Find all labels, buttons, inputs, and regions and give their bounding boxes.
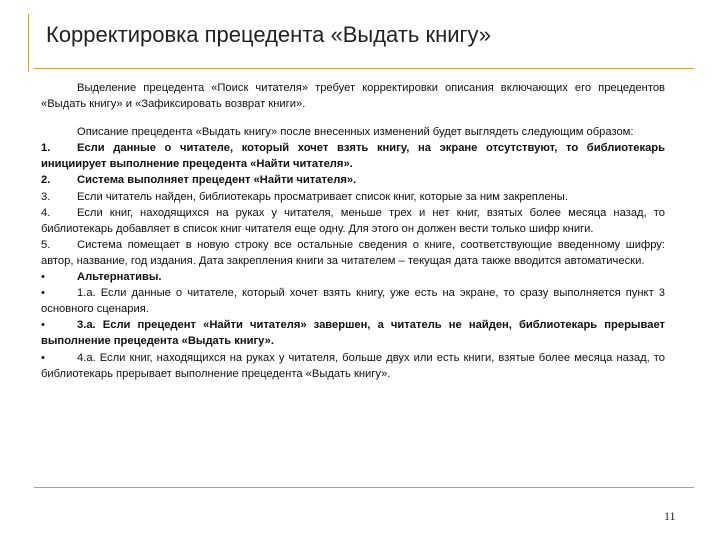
slide-title: Корректировка прецедента «Выдать книгу»	[46, 22, 492, 47]
description-paragraph: Описание прецедента «Выдать книгу» после внесенных изменений будет выглядеть следующим образом:	[77, 126, 634, 139]
step-marker: 3.	[41, 190, 51, 203]
step-text: Если данные о читателе, который хочет взять книгу, на экране отсутствуют, то библиотекарь инициирует выполнение прецедента «Найти читателя».	[41, 142, 665, 171]
bullet-marker: •	[41, 319, 45, 332]
step-marker: 4.	[41, 206, 51, 219]
step-item-1	[41, 140, 665, 172]
step-text: Система помещает в новую строку все остальные сведения о книге, соответствующие введенному шифру: автор, название, год издания. Дата закрепления книги за читателем – текущая дата также вводится автоматически.	[41, 238, 665, 267]
step-text: Система выполняет прецедент «Найти читателя».	[77, 174, 357, 187]
step-marker: 1.	[41, 142, 51, 155]
alt-item-3a	[41, 317, 665, 349]
title-divider	[34, 68, 694, 69]
bullet-marker: •	[41, 351, 45, 364]
page-number: 11	[664, 509, 676, 523]
footer-divider	[34, 487, 694, 488]
alt-text: 1.а. Если данные о читателе, который хочет взять книгу, уже есть на экране, то сразу выполняется пункт 3 основного сценария.	[41, 287, 665, 316]
alt-item-1a	[41, 285, 665, 317]
step-text: Если читатель найден, библиотекарь просматривает список книг, которые за ним закреплены.	[77, 190, 568, 203]
step-marker: 2.	[41, 174, 51, 187]
intro-paragraph: Выделение прецедента «Поиск читателя» требует корректировки описания включающих его прецедентов «Выдать книгу» и «Зафиксировать возврат книги».	[41, 82, 665, 111]
bullet-marker: •	[41, 287, 45, 300]
slide-body	[41, 80, 665, 382]
alt-text: 4.а. Если книг, находящихся на руках у читателя, больше двух или есть книги, взятые более месяца назад, то библиотекарь прерывает выполнение прецедента «Выдать книгу».	[41, 351, 665, 380]
alt-text: 3.а. Если прецедент «Найти читателя» завершен, а читатель не найден, библиотекарь прерывает выполнение прецедента «Выдать книгу».	[41, 319, 665, 348]
alt-item-4a	[41, 350, 665, 382]
alternatives-heading	[41, 269, 665, 285]
alternatives-label: Альтернативы.	[77, 271, 162, 284]
step-item-2	[41, 172, 665, 188]
step-marker: 5.	[41, 238, 51, 251]
bullet-marker: •	[41, 271, 45, 284]
step-item-4	[41, 205, 665, 237]
title-accent-line	[28, 14, 29, 72]
step-item-5	[41, 237, 665, 269]
step-text: Если книг, находящихся на руках у читателя, меньше трех и нет книг, взятых более месяца назад, то библиотекарь добавляет в список книг читателя еще одну. Для этого он должен вести только шифр книги.	[41, 206, 665, 235]
step-item-3	[41, 189, 665, 205]
